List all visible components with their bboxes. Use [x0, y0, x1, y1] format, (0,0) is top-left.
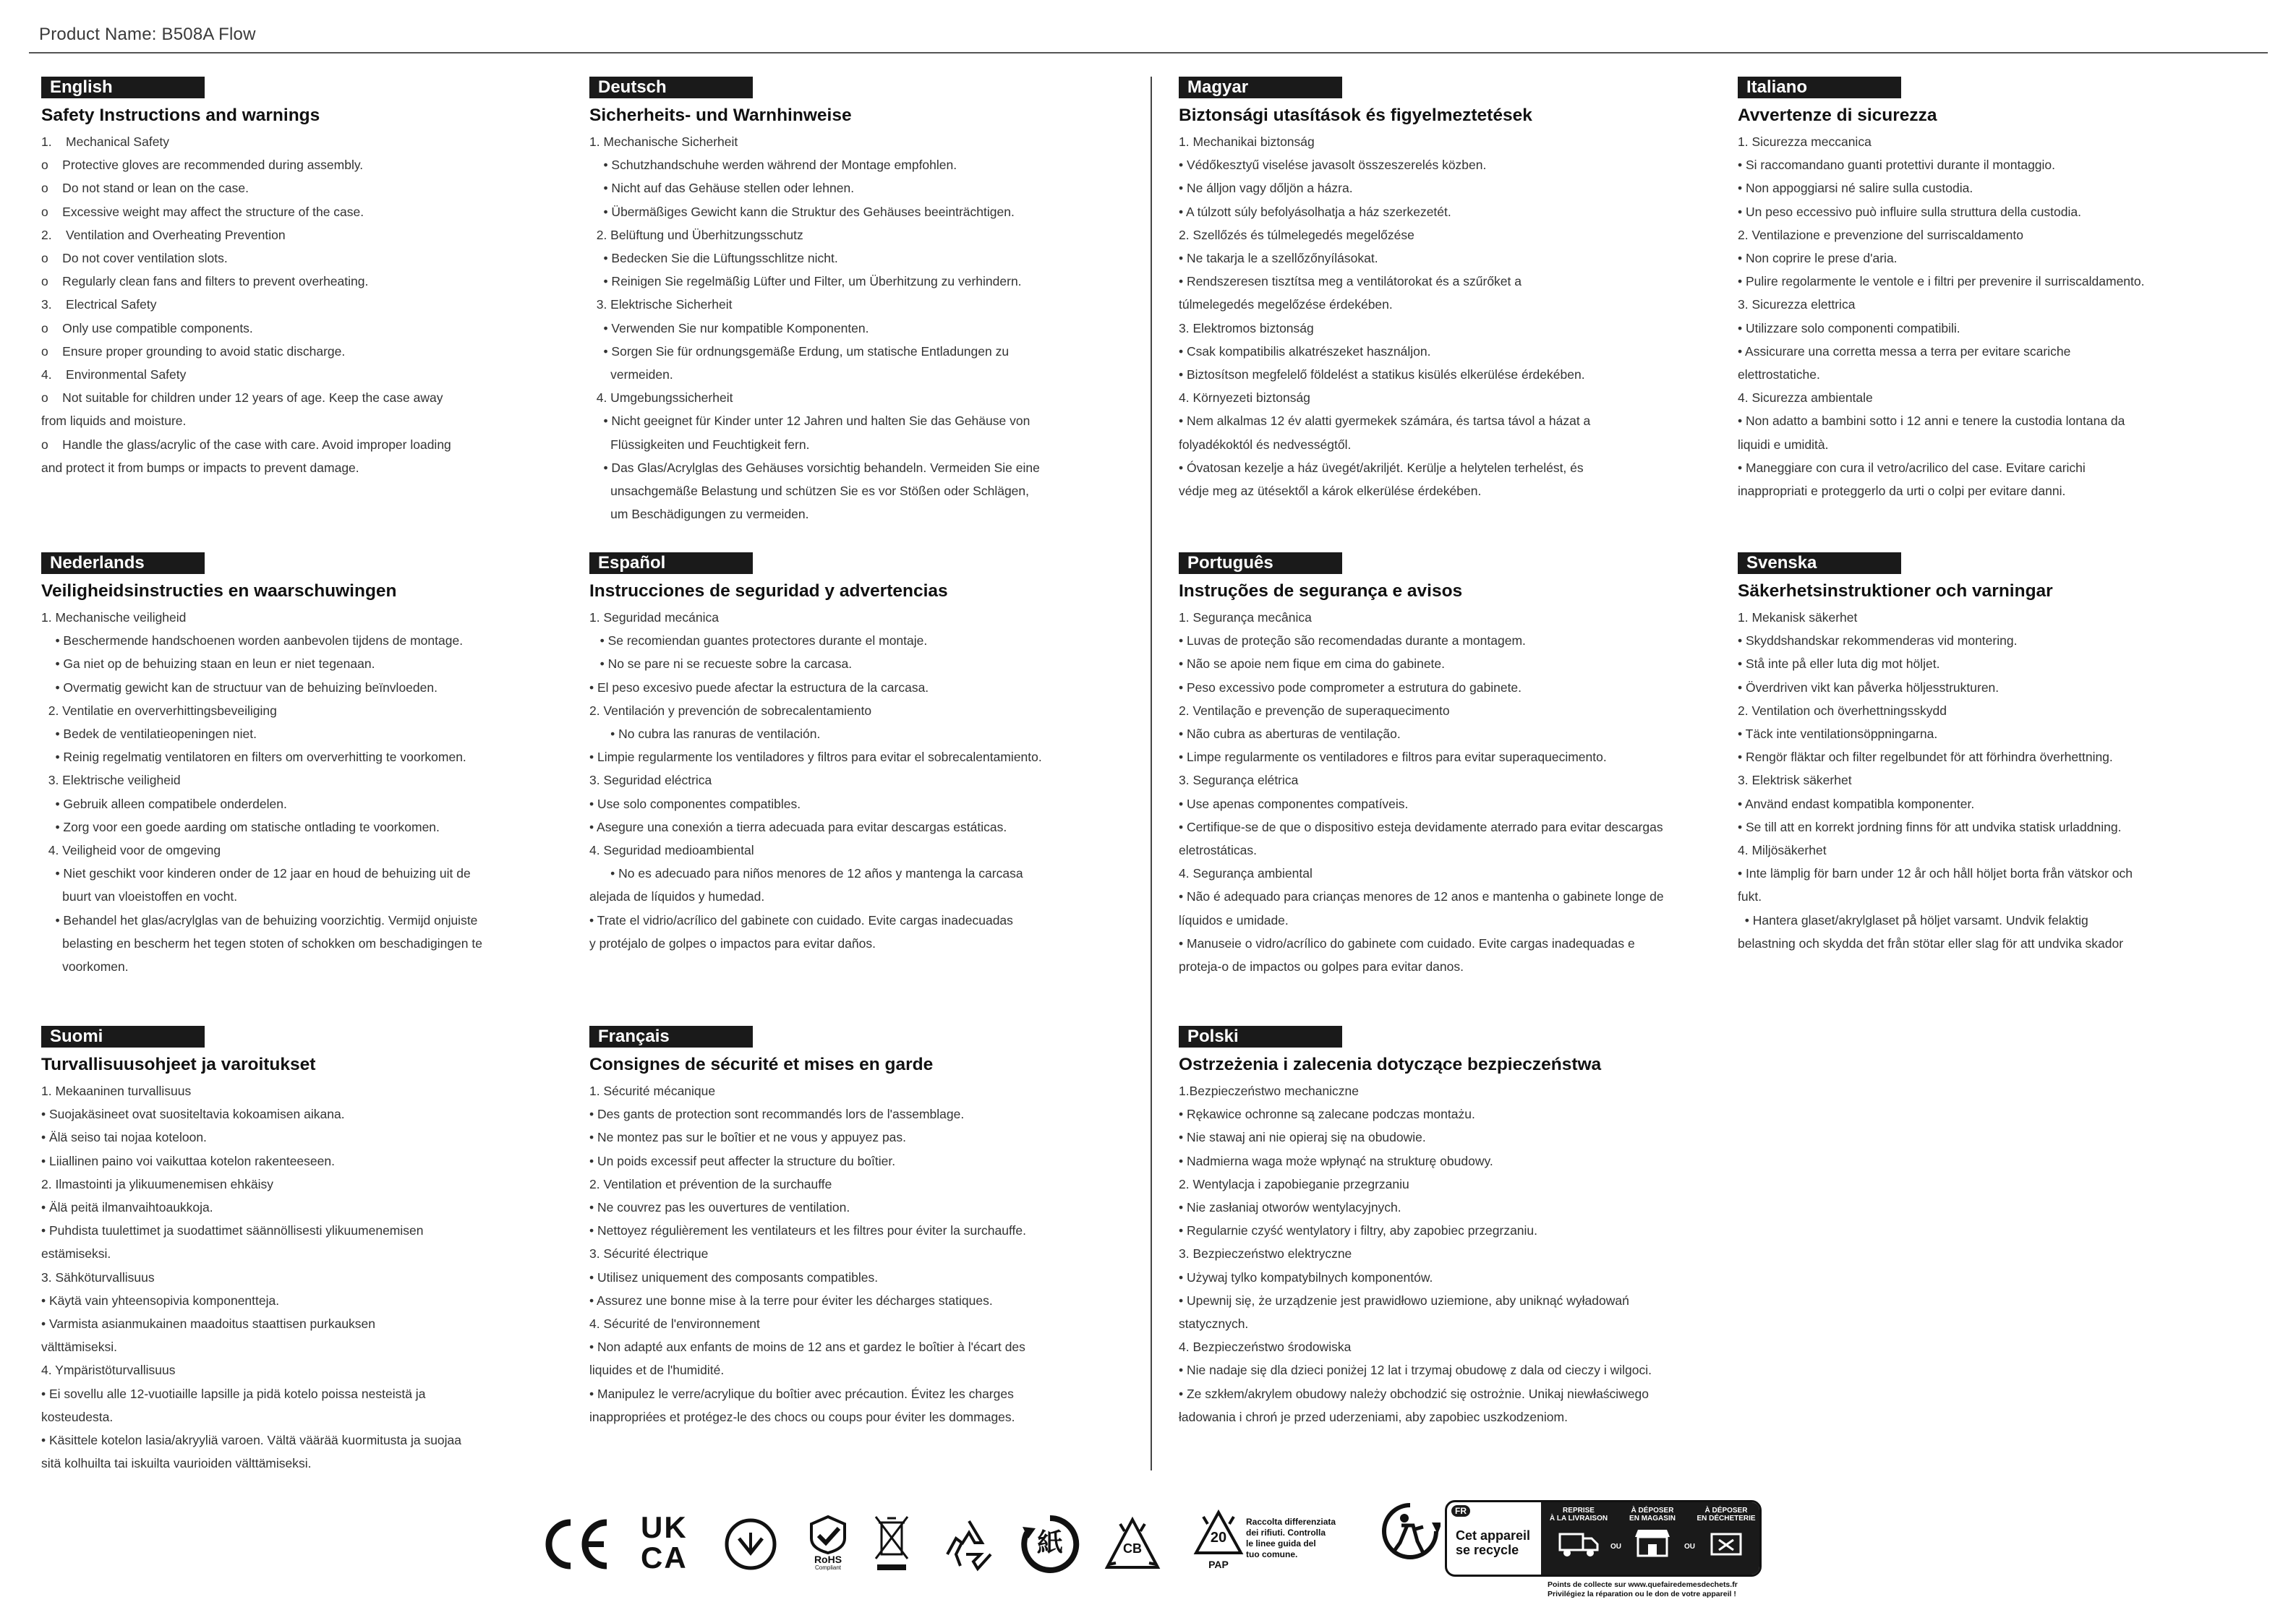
instruction-line: 3. Electrical Safety: [41, 297, 157, 312]
instruction-line: • Reinig regelmatig ventilatoren en filters om oververhitting te voorkomen.: [41, 750, 466, 765]
instruction-line: o Do not stand or lean on the case.: [41, 181, 249, 196]
instruction-line: • Peso excessivo pode comprometer a estrutura do gabinete.: [1179, 680, 1522, 695]
pap-number: 20: [1210, 1530, 1227, 1546]
instruction-line: 1. Mechanikai biztonság: [1179, 134, 1315, 149]
instruction-line: 1. Mekaaninen turvallisuus: [41, 1084, 192, 1098]
instruction-line: • Limpie regularmente los ventiladores y filtros para evitar el sobrecalentamiento.: [589, 750, 1042, 765]
instruction-line: inappropriées et protégez-le des chocs ou coups pour éviter les dommages.: [589, 1409, 1015, 1424]
instruction-line: 2. Ventilazione e prevenzione del surriscaldamento: [1738, 227, 2023, 242]
instruction-line: buurt van vloeistoffen en vocht.: [41, 889, 238, 904]
instruction-line: • Óvatosan kezelje a ház üvegét/akriljét. Kerülje a helytelen terhelést, és: [1179, 460, 1584, 475]
instruction-line: • Älä seiso tai nojaa koteloon.: [41, 1130, 207, 1145]
instruction-line: • Védőkesztyű viselése javasolt összeszerelés közben.: [1179, 158, 1487, 173]
instruction-line: • Overmatig gewicht kan de structuur van de behuizing beïnvloeden.: [41, 680, 438, 695]
instruction-line: • Pulire regolarmente le ventole e i filtri per prevenire il surriscaldamento.: [1738, 274, 2145, 289]
paper-recycling-icon: [1020, 1514, 1080, 1575]
instruction-line: liquidi e umidità.: [1738, 437, 1829, 452]
language-tag: Français: [589, 1026, 753, 1048]
instruction-line: • Beschermende handschoenen worden aanbevolen tijdens de montage.: [41, 633, 464, 648]
ce-mark-icon: [539, 1517, 611, 1572]
language-tag: Svenska: [1738, 552, 1901, 574]
instruction-line: • Se till att en korrekt jordning finns för att undvika statisk urladdning.: [1738, 819, 2122, 834]
instruction-line: • Non adapté aux enfants de moins de 12 ans et gardez le boîtier à l'écart des: [589, 1340, 1025, 1355]
instruction-list: [1179, 130, 1699, 502]
instruction-line: 3. Sécurité électrique: [589, 1246, 709, 1262]
instruction-line: • Manuseie o vidro/acrílico do gabinete com cuidado. Evite cargas inadequadas e: [1179, 935, 1635, 951]
language-tag: Português: [1179, 552, 1342, 574]
instruction-line: 2. Ilmastointi ja ylikuumenemisen ehkäisy: [41, 1176, 273, 1191]
language-tag: Polski: [1179, 1026, 1342, 1048]
section-nederlands: [41, 552, 562, 978]
instruction-line: • A túlzott súly befolyásolhatja a ház szerkezetét.: [1179, 204, 1451, 219]
rohs-sublabel: Compliant: [814, 1564, 841, 1571]
instruction-line: o Protective gloves are recommended during assembly.: [41, 158, 364, 173]
raccolta-line: Raccolta differenziata: [1246, 1517, 1336, 1527]
instruction-line: kosteudesta.: [41, 1409, 114, 1424]
instruction-line: fukt.: [1738, 889, 1762, 904]
instruction-line: estämiseksi.: [41, 1246, 111, 1262]
instruction-list: [1179, 606, 1699, 978]
instruction-line: 2. Ventilatie en oververhittingsbeveiliging: [41, 703, 277, 718]
recycle-title: [1447, 1502, 1541, 1575]
instruction-line: • Un poids excessif peut affecter la structure du boîtier.: [589, 1153, 896, 1168]
instruction-line: 1. Mechanical Safety: [41, 134, 170, 149]
instruction-line: • Trate el vidrio/acrílico del gabinete con cuidado. Evite cargas inadecuadas: [589, 912, 1013, 928]
instruction-line: • Nie stawaj ani nie opieraj się na obudowie.: [1179, 1130, 1426, 1145]
section-title: Consignes de sécurité et mises en garde: [589, 1055, 934, 1074]
instruction-line: • Varmista asianmukainen maadoitus staattisen purkauksen: [41, 1316, 376, 1332]
center-divider: [1151, 77, 1152, 1470]
section-title: Sicherheits- und Warnhinweise: [589, 106, 852, 125]
weee-bin-icon: [871, 1512, 912, 1575]
raccolta-line: tuo comune.: [1246, 1549, 1298, 1559]
instruction-line: o Only use compatible components.: [41, 320, 253, 335]
instruction-line: • Certifique-se de que o dispositivo esteja devidamente aterrado para evitar descargas: [1179, 819, 1663, 834]
instruction-line: • Verwenden Sie nur kompatible Komponenten.: [589, 320, 869, 335]
instruction-line: • Älä peitä ilmanvaihtoaukkoja.: [41, 1200, 213, 1215]
instruction-line: • Biztosítson megfelelő földelést a statikus kisülés elkerülése érdekében.: [1179, 367, 1585, 382]
raccolta-line: le linee guida del: [1246, 1538, 1316, 1549]
instruction-line: 2. Ventilação e prevenção de superaquecimento: [1179, 703, 1450, 718]
section-title: Säkerhetsinstruktioner och varningar: [1738, 581, 2053, 601]
instruction-line: • Puhdista tuulettimet ja suodattimet säännöllisesti ylikuumenemisen: [41, 1223, 424, 1238]
instruction-line: 4. Bezpieczeństwo środowiska: [1179, 1340, 1352, 1355]
triman-info-box: [1445, 1500, 1762, 1577]
delivery-truck-icon: [1557, 1527, 1600, 1559]
language-tag: Español: [589, 552, 753, 574]
instruction-line: • No es adecuado para niños menores de 12 años y mantenga la carcasa: [589, 866, 1023, 881]
instruction-line: voorkomen.: [41, 959, 129, 975]
rohs-mark-icon: [803, 1514, 853, 1576]
instruction-line: 4. Környezeti biztonság: [1179, 390, 1310, 406]
instruction-line: • Nicht auf das Gehäuse stellen oder lehnen.: [589, 181, 855, 196]
instruction-line: proteja-o de impactos ou golpes para evitar danos.: [1179, 959, 1464, 975]
instruction-line: • Zorg voor een goede aarding om statische ontlading te voorkomen.: [41, 819, 440, 834]
instruction-line: • Maneggiare con cura il vetro/acrilico del case. Evitare carichi: [1738, 460, 2086, 475]
instruction-line: 4. Umgebungssicherheit: [589, 390, 733, 406]
instruction-line: • Använd endast kompatibla komponenter.: [1738, 796, 1975, 811]
instruction-line: 3. Elektrische Sicherheit: [589, 297, 733, 312]
instruction-line: 2. Ventilación y prevención de sobrecalentamiento: [589, 703, 872, 718]
instruction-line: belastning och skydda det från stötar eller slag för att undvika skador: [1738, 935, 2124, 951]
instruction-line: 4. Seguridad medioambiental: [589, 843, 754, 858]
instruction-line: 1. Segurança mecânica: [1179, 610, 1312, 625]
instruction-line: 1.Bezpieczeństwo mechaniczne: [1179, 1084, 1360, 1098]
raccolta-line: dei rifiuti. Controlla: [1246, 1528, 1326, 1538]
instruction-line: • Skyddshandskar rekommenderas vid montering.: [1738, 633, 2018, 648]
instruction-line: folyadékoktól és nedvességtől.: [1179, 437, 1352, 452]
instruction-list: [1738, 606, 2258, 955]
option-label: À DÉPOSER: [1704, 1507, 1748, 1515]
instruction-line: 1. Seguridad mecánica: [589, 610, 719, 625]
instruction-line: • Ne couvrez pas les ouvertures de ventilation.: [589, 1200, 850, 1215]
instruction-line: • Suojakäsineet ovat suositeltavia kokoamisen aikana.: [41, 1107, 345, 1122]
instruction-line: • Des gants de protection sont recommandés lors de l'assemblage.: [589, 1107, 965, 1122]
instruction-line: 2. Ventilation et prévention de la surchauffe: [589, 1176, 832, 1191]
recycle-title-line: Cet appareil: [1456, 1528, 1531, 1543]
instruction-line: • Liiallinen paino voi vaikuttaa kotelon rakenteeseen.: [41, 1153, 335, 1168]
section-magyar: [1179, 77, 1699, 502]
instruction-line: • Nie zasłaniaj otworów wentylacyjnych.: [1179, 1200, 1401, 1215]
instruction-line: belasting en bescherm het tegen stoten of schokken om beschadigingen te: [41, 935, 482, 951]
instruction-line: túlmelegedés megelőzése érdekében.: [1179, 297, 1393, 312]
instruction-line: 4. Miljösäkerhet: [1738, 843, 1827, 858]
section-title: Turvallisuusohjeet ja varoitukset: [41, 1055, 316, 1074]
ukca-top: UK: [641, 1510, 688, 1544]
instruction-line: • Bedecken Sie die Lüftungsschlitze nicht.: [589, 251, 838, 266]
instruction-line: • Nicht geeignet für Kinder unter 12 Jahren und halten Sie das Gehäuse von: [589, 414, 1030, 429]
section-francais: [589, 1026, 1110, 1429]
certification-row: [0, 1496, 2296, 1623]
instruction-line: • Non appoggiarsi né salire sulla custodia.: [1738, 181, 1973, 196]
header-divider: [29, 52, 2268, 53]
instruction-list: [41, 1079, 562, 1475]
instruction-line: 2. Ventilation och överhettningsskydd: [1738, 703, 1947, 718]
waste-center-icon: [1704, 1527, 1748, 1559]
instruction-line: • El peso excesivo puede afectar la estructura de la carcasa.: [589, 680, 929, 695]
recycle-title-line: se recycle: [1456, 1543, 1519, 1557]
instruction-line: • Nie nadaje się dla dzieci poniżej 12 lat i trzymaj obudowę z dala od cieczy i wilgoci.: [1179, 1363, 1652, 1378]
instruction-line: 1. Sécurité mécanique: [589, 1084, 716, 1098]
instruction-line: • Reinigen Sie regelmäßig Lüfter und Filter, um Überhitzung zu verhindern.: [589, 274, 1022, 289]
instruction-line: o Handle the glass/acrylic of the case with care. Avoid improper loading: [41, 437, 451, 452]
ccc-mark-icon: [723, 1517, 778, 1572]
option-store: [1619, 1507, 1686, 1561]
instruction-line: o Ensure proper grounding to avoid static discharge.: [41, 343, 346, 359]
instruction-line: 1. Mechanische Sicherheit: [589, 134, 738, 149]
instruction-line: 3. Elektromos biztonság: [1179, 320, 1314, 335]
instruction-line: • No cubra las ranuras de ventilación.: [589, 727, 821, 742]
section-title: Ostrzeżenia i zalecenia dotyczące bezpieczeństwa: [1179, 1055, 1602, 1074]
instruction-line: 1. Sicurezza meccanica: [1738, 134, 1872, 149]
instruction-line: sitä kolhuilta tai iskuilta vaurioiden välttämiseksi.: [41, 1456, 312, 1471]
section-italiano: [1738, 77, 2258, 502]
instruction-line: 4. Veiligheid voor de omgeving: [41, 843, 221, 858]
section-title: Instrucciones de seguridad y advertencias: [589, 581, 948, 601]
instruction-line: • Rendszeresen tisztítsa meg a ventilátorokat és a szűrőket a: [1179, 274, 1522, 289]
instruction-list: [589, 130, 1110, 526]
language-tag: Magyar: [1179, 77, 1342, 98]
option-label: EN DÉCHETERIE: [1697, 1515, 1756, 1523]
instruction-line: • Se recomiendan guantes protectores durante el montaje.: [589, 633, 928, 648]
instruction-list: [1179, 1079, 1699, 1429]
option-label: À LA LIVRAISON: [1549, 1515, 1608, 1523]
instruction-line: 4. Segurança ambiental: [1179, 866, 1313, 881]
instruction-line: alejada de líquidos y humedad.: [589, 889, 765, 904]
instruction-line: • Non adatto a bambini sotto i 12 anni e tenere la custodia lontana da: [1738, 414, 2125, 429]
instruction-line: 3. Sicurezza elettrica: [1738, 297, 1856, 312]
triman-footer-line: Privilégiez la réparation ou le don de votre appareil !: [1548, 1590, 1736, 1598]
instruction-line: liquides et de l'humidité.: [589, 1363, 725, 1378]
instruction-line: • Não cubra as aberturas de ventilação.: [1179, 727, 1401, 742]
instruction-line: • Manipulez le verre/acrylique du boîtier avec précaution. Évitez les charges: [589, 1386, 1014, 1401]
section-english: [41, 77, 562, 479]
instruction-line: unsachgemäße Belastung und schützen Sie es vor Stößen oder Schlägen,: [589, 484, 1030, 499]
language-tag: Suomi: [41, 1026, 205, 1048]
instruction-line: • Käsittele kotelon lasia/akryyliä varoen. Vältä väärää kuormitusta ja suojaa: [41, 1433, 462, 1448]
instruction-line: 3. Sähköturvallisuus: [41, 1269, 155, 1285]
cb-triangle-icon: [1103, 1515, 1162, 1573]
instruction-line: • Ne takarja le a szellőzőnyílásokat.: [1179, 251, 1378, 266]
instruction-line: • Regularnie czyść wentylatory i filtry, aby zapobiec przegrzaniu.: [1179, 1223, 1538, 1238]
instruction-line: eletrostáticas.: [1179, 843, 1257, 858]
section-suomi: [41, 1026, 562, 1475]
instruction-line: välttämiseksi.: [41, 1340, 118, 1355]
section-portugues: [1179, 552, 1699, 978]
instruction-line: vermeiden.: [589, 367, 673, 382]
instruction-line: inappropriati e proteggerlo da urti o colpi per evitare danni.: [1738, 484, 2066, 499]
instruction-line: védje meg az ütésektől a károk elkerülése érdekében.: [1179, 484, 1482, 499]
instruction-line: • Utilizzare solo componenti compatibili.: [1738, 320, 1960, 335]
instruction-line: 2. Szellőzés és túlmelegedés megelőzése: [1179, 227, 1414, 242]
store-icon: [1631, 1527, 1674, 1559]
instruction-line: • Käytä vain yhteensopivia komponentteja.: [41, 1293, 280, 1308]
instruction-line: • Use apenas componentes compatíveis.: [1179, 796, 1409, 811]
instruction-line: • Ga niet op de behuizing staan en leun er niet tegenaan.: [41, 656, 375, 672]
instruction-line: • Assurez une bonne mise à la terre pour éviter les décharges statiques.: [589, 1293, 993, 1308]
instruction-line: • Stå inte på eller luta dig mot höljet.: [1738, 656, 1940, 672]
instruction-line: statycznych.: [1179, 1316, 1249, 1332]
instruction-line: y protéjalo de golpes o impactos para evitar daños.: [589, 935, 876, 951]
section-title: Veiligheidsinstructies en waarschuwingen: [41, 581, 397, 601]
section-svenska: [1738, 552, 2258, 955]
instruction-line: 4. Sicurezza ambientale: [1738, 390, 1873, 406]
instruction-list: [589, 1079, 1110, 1429]
product-name: Product Name: B508A Flow: [39, 25, 256, 44]
instruction-line: ładowania i chroń je przed uderzeniami, aby zapobiec uszkodzeniom.: [1179, 1409, 1568, 1424]
instruction-line: • Ei sovellu alle 12-vuotiaille lapsille ja pidä kotelo poissa nesteistä ja: [41, 1386, 426, 1401]
section-title: Biztonsági utasítások és figyelmeztetések: [1179, 106, 1532, 125]
option-label: EN MAGASIN: [1629, 1515, 1676, 1523]
instruction-line: • Behandel het glas/acrylglas van de behuizing voorzichtig. Vermijd onjuiste: [41, 912, 478, 928]
instruction-line: • Luvas de proteção são recomendadas durante a montagem.: [1179, 633, 1526, 648]
language-tag: Deutsch: [589, 77, 753, 98]
instruction-line: • Non coprire le prese d'aria.: [1738, 251, 1898, 266]
recycling-loop-icon: [940, 1517, 998, 1572]
instruction-line: elettrostatiche.: [1738, 367, 1820, 382]
instruction-line: o Do not cover ventilation slots.: [41, 251, 228, 266]
instruction-list: [41, 606, 562, 978]
country-badge: FR: [1451, 1505, 1470, 1517]
instruction-line: 2. Wentylacja i zapobieganie przegrzaniu: [1179, 1176, 1409, 1191]
instruction-line: • Hantera glaset/akrylglaset på höljet varsamt. Undvik felaktig: [1738, 912, 2088, 928]
pap-label: PAP: [1208, 1559, 1229, 1570]
instruction-line: from liquids and moisture.: [41, 414, 187, 429]
instruction-line: • Nadmierna waga może wpłynąć na strukturę obudowy.: [1179, 1153, 1493, 1168]
instruction-line: • Upewnij się, że urządzenie jest prawidłowo uziemione, aby uniknąć wyładowań: [1179, 1293, 1629, 1308]
instruction-line: • Use solo componentes compatibles.: [589, 796, 801, 811]
triman-footer-line: Points de collecte sur www.quefairedemesdechets.fr: [1548, 1580, 1738, 1589]
instruction-line: • Gebruik alleen compatibele onderdelen.: [41, 796, 287, 811]
instruction-line: • Schutzhandschuhe werden während der Montage empfohlen.: [589, 158, 957, 173]
instruction-line: • Asegure una conexión a tierra adecuada para evitar descargas estáticas.: [589, 819, 1007, 834]
instruction-line: 4. Ympäristöturvallisuus: [41, 1363, 176, 1378]
instruction-line: 3. Segurança elétrica: [1179, 773, 1299, 788]
instruction-line: 3. Bezpieczeństwo elektryczne: [1179, 1246, 1352, 1262]
section-title: Safety Instructions and warnings: [41, 106, 320, 125]
instruction-line: • Übermäßiges Gewicht kann die Struktur des Gehäuses beeinträchtigen.: [589, 204, 1015, 219]
instruction-line: • Nem alkalmas 12 év alatti gyermekek számára, és tartsa távol a házat a: [1179, 414, 1591, 429]
instruction-line: • Limpe regularmente os ventiladores e filtros para evitar superaquecimento.: [1179, 750, 1607, 765]
paper-recycling-label: 紙: [1036, 1528, 1063, 1557]
language-tag: Italiano: [1738, 77, 1901, 98]
instruction-line: • Utilisez uniquement des composants compatibles.: [589, 1269, 879, 1285]
instruction-line: o Not suitable for children under 12 years of age. Keep the case away: [41, 390, 443, 406]
language-tag: Nederlands: [41, 552, 205, 574]
or-label: OU: [1684, 1543, 1695, 1551]
instruction-list: [41, 130, 562, 479]
instruction-line: Flüssigkeiten und Feuchtigkeit fern.: [589, 437, 810, 452]
instruction-line: 4. Environmental Safety: [41, 367, 187, 382]
section-polski: [1179, 1026, 1699, 1429]
instruction-line: and protect it from bumps or impacts to prevent damage.: [41, 460, 359, 475]
instruction-line: 1. Mechanische veiligheid: [41, 610, 187, 625]
instruction-line: o Excessive weight may affect the structure of the case.: [41, 204, 364, 219]
instruction-line: • Ne álljon vagy dőljön a házra.: [1179, 181, 1353, 196]
instruction-list: [1738, 130, 2258, 502]
ukca-bottom: CA: [641, 1541, 688, 1575]
raccolta-text: [1246, 1517, 1336, 1560]
ukca-mark-icon: [641, 1512, 699, 1576]
instruction-line: • Överdriven vikt kan påverka höljesstrukturen.: [1738, 680, 2000, 695]
instruction-line: • Não é adequado para crianças menores de 12 anos e mantenha o gabinete longe de: [1179, 889, 1664, 904]
instruction-line: o Regularly clean fans and filters to prevent overheating.: [41, 274, 369, 289]
section-title: Avvertenze di sicurezza: [1738, 106, 1937, 125]
cb-label: CB: [1123, 1541, 1142, 1556]
option-label: À DÉPOSER: [1631, 1507, 1674, 1515]
instruction-line: 4. Sécurité de l'environnement: [589, 1316, 760, 1332]
instruction-line: • Używaj tylko kompatybilnych komponentów.: [1179, 1269, 1433, 1285]
triman-icon: [1380, 1501, 1441, 1562]
instruction-line: 1. Mekanisk säkerhet: [1738, 610, 1858, 625]
instruction-line: • Täck inte ventilationsöppningarna.: [1738, 727, 1938, 742]
instruction-line: • Assicurare una corretta messa a terra per evitare scariche: [1738, 343, 2071, 359]
instruction-line: • No se pare ni se recueste sobre la carcasa.: [589, 656, 853, 672]
option-label: REPRISE: [1563, 1507, 1595, 1515]
instruction-line: 3. Elektrische veiligheid: [41, 773, 181, 788]
instruction-line: • Sorgen Sie für ordnungsgemäße Erdung, um statische Entladungen zu: [589, 343, 1010, 359]
instruction-line: • Csak kompatibilis alkatrészeket használjon.: [1179, 343, 1431, 359]
pap-triangle-icon: [1193, 1509, 1244, 1582]
instruction-line: 2. Ventilation and Overheating Prevention: [41, 227, 286, 242]
instruction-line: 3. Seguridad eléctrica: [589, 773, 712, 788]
section-espanol: [589, 552, 1110, 955]
instruction-line: • Niet geschikt voor kinderen onder de 12 jaar en houd de behuizing uit de: [41, 866, 471, 881]
instruction-list: [589, 606, 1110, 955]
instruction-line: • Si raccomandano guanti protettivi durante il montaggio.: [1738, 158, 2056, 173]
option-dump: [1693, 1507, 1759, 1561]
instruction-line: • Das Glas/Acrylglas des Gehäuses vorsichtig behandeln. Vermeiden Sie eine: [589, 460, 1040, 475]
section-deutsch: [589, 77, 1110, 526]
instruction-line: • Ne montez pas sur le boîtier et ne vous y appuyez pas.: [589, 1130, 907, 1145]
language-tag: English: [41, 77, 205, 98]
option-delivery: [1545, 1507, 1612, 1561]
instruction-line: • Nettoyez régulièrement les ventilateurs et les filtres pour éviter la surchauffe.: [589, 1223, 1027, 1238]
rohs-label: RoHS: [814, 1554, 842, 1565]
instruction-line: • Un peso eccessivo può influire sulla struttura della custodia.: [1738, 204, 2081, 219]
triman-footer: [1548, 1580, 1738, 1599]
section-title: Instruções de segurança e avisos: [1179, 581, 1463, 601]
instruction-line: • Rękawice ochronne są zalecane podczas montażu.: [1179, 1107, 1475, 1122]
instruction-line: um Beschädigungen zu vermeiden.: [589, 507, 809, 522]
instruction-line: • Bedek de ventilatieopeningen niet.: [41, 727, 257, 742]
instruction-line: 2. Belüftung und Überhitzungsschutz: [589, 227, 803, 242]
instruction-line: 3. Elektrisk säkerhet: [1738, 773, 1852, 788]
instruction-line: • Ze szkłem/akrylem obudowy należy obchodzić się ostrożnie. Unikaj niewłaściwego: [1179, 1386, 1650, 1401]
instruction-line: líquidos e umidade.: [1179, 912, 1289, 928]
disposal-options: [1541, 1502, 1759, 1575]
instruction-line: • Rengör fläktar och filter regelbundet för att förhindra överhettning.: [1738, 750, 2113, 765]
or-label: OU: [1610, 1543, 1621, 1551]
instruction-line: • Não se apoie nem fique em cima do gabinete.: [1179, 656, 1446, 672]
instruction-line: • Inte lämplig för barn under 12 år och håll höljet borta från vätskor och: [1738, 866, 2133, 881]
